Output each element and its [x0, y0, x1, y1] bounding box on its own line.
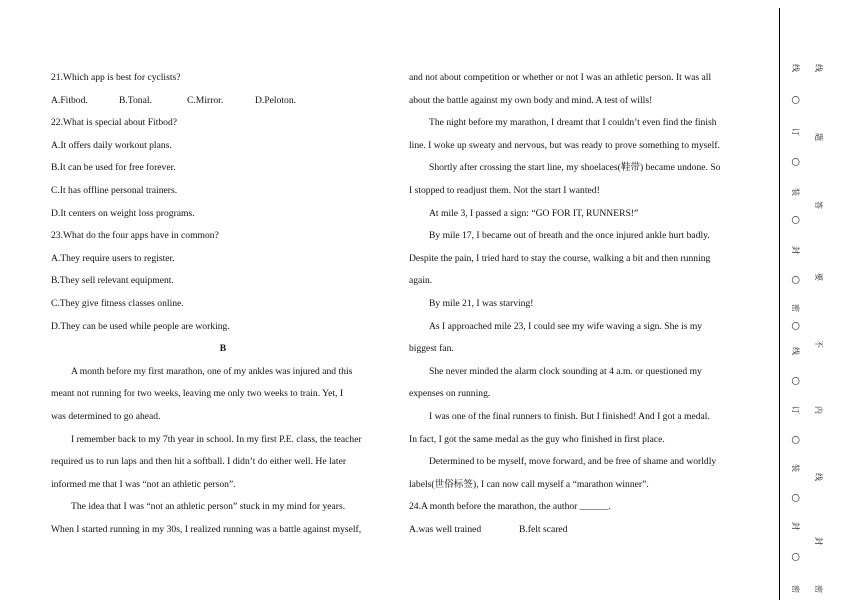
- binding-char: 密: [791, 585, 800, 593]
- binding-char: 答: [814, 201, 823, 209]
- binding-circle-mark: ○: [790, 275, 801, 285]
- passage-line: The idea that I was “not an athletic person” stuck in my mind for years.: [71, 501, 346, 513]
- question-23: 23.What do the four apps have in common?: [51, 230, 219, 242]
- binding-char: 线: [814, 64, 823, 72]
- option-c: C.They give fitness classes online.: [51, 297, 184, 309]
- option-d: D.They can be used while people are working.: [51, 320, 230, 332]
- binding-char: 封: [814, 537, 823, 545]
- passage-line: and not about competition or whether or not I was an athletic person. It was all: [409, 72, 712, 83]
- passage-line: was determined to go ahead.: [51, 410, 161, 422]
- question-24: 24.A month before the marathon, the author ______.: [409, 501, 611, 513]
- binding-circle-mark: ○: [790, 435, 801, 445]
- binding-circle-mark: ○: [790, 321, 801, 331]
- binding-char: 装: [791, 188, 800, 196]
- left-column: [51, 67, 395, 541]
- passage-line: biggest fan.: [409, 343, 454, 355]
- question-24-options: [409, 519, 753, 542]
- binding-char: 密: [791, 304, 800, 312]
- binding-char: 装: [791, 464, 800, 472]
- option-a: A.They require users to register.: [51, 252, 175, 264]
- question-21-options: [51, 90, 395, 113]
- passage-line: I stopped to readjust them. Not the start I wanted!: [409, 184, 600, 196]
- passage-line: A month before my first marathon, one of my ankles was injured and this: [71, 365, 353, 377]
- binding-marks-inner: [808, 0, 828, 608]
- option-d: D.Peloton.: [255, 94, 297, 106]
- passage-line: Shortly after crossing the start line, my shoelaces(鞋带) became undone. So: [429, 162, 721, 174]
- passage-line: line. I woke up sweaty and nervous, but was ready to prove something to myself.: [409, 139, 720, 151]
- binding-char: 密: [814, 585, 823, 593]
- passage-line: I was one of the final runners to finish. But I finished! And I got a medal.: [429, 410, 710, 422]
- passage-line: As I approached mile 23, I could see my wife waving a sign. She is my: [429, 320, 703, 332]
- option-a: A.Fitbod.: [51, 94, 88, 106]
- passage-line: Determined to be myself, move forward, and be free of shame and worldly: [429, 456, 717, 468]
- passage-line: She never minded the alarm clock sounding at 4 a.m. or questioned my: [429, 365, 702, 377]
- binding-char: 题: [814, 133, 823, 141]
- passage-line: The night before my marathon, I dreamt that I couldn’t even find the finish: [429, 117, 717, 129]
- option-b: B.Tonal.: [119, 94, 152, 106]
- passage-line: I remember back to my 7th year in school. In my first P.E. class, the teacher: [71, 433, 362, 445]
- passage-line: expenses on running.: [409, 388, 491, 400]
- binding-circle-mark: ○: [790, 376, 801, 386]
- right-column: [409, 67, 753, 541]
- binding-circle-mark: ○: [790, 552, 801, 562]
- binding-char: 不: [814, 340, 823, 348]
- option-b: B.They sell relevant equipment.: [51, 275, 174, 287]
- binding-line: [779, 8, 780, 600]
- binding-char: 要: [814, 273, 823, 281]
- binding-char: 订: [791, 128, 800, 136]
- option-b: B.It can be used for free forever.: [51, 162, 176, 174]
- passage-line: meant not running for two weeks, leaving me only two weeks to train. Yet, I: [51, 388, 344, 400]
- passage-line: Despite the pain, I tried hard to stay the course, walking a bit and then running: [409, 252, 711, 264]
- binding-circle-mark: ○: [790, 493, 801, 503]
- binding-marks-outer: [785, 0, 805, 608]
- passage-line: informed me that I was “not an athletic person”.: [51, 478, 236, 490]
- passage-line: In fact, I got the same medal as the guy who finished in first place.: [409, 433, 665, 445]
- binding-char: 封: [791, 522, 800, 530]
- passage-line: about the battle against my own body and mind. A test of wills!: [409, 94, 653, 106]
- binding-circle-mark: ○: [790, 215, 801, 225]
- passage-line: When I started running in my 30s, I realized running was a battle against myself,: [51, 523, 362, 535]
- binding-char: 订: [791, 406, 800, 414]
- binding-char: 封: [791, 246, 800, 254]
- option-c: C.Mirror.: [187, 94, 224, 106]
- passage-line: By mile 21, I was starving!: [429, 297, 534, 309]
- binding-circle-mark: ○: [790, 95, 801, 105]
- option-a: A.It offers daily workout plans.: [51, 139, 172, 151]
- binding-char: 内: [814, 406, 823, 414]
- passage-line: By mile 17, I became out of breath and the once injured ankle hurt badly.: [429, 230, 710, 242]
- binding-circle-mark: ○: [790, 157, 801, 167]
- section-heading: B: [219, 343, 227, 355]
- binding-char: 线: [791, 347, 800, 355]
- option-d: D.It centers on weight loss programs.: [51, 207, 195, 219]
- question-21: 21.Which app is best for cyclists?: [51, 72, 181, 83]
- passage-line: labels(世俗标签), I can now call myself a “marathon winner”.: [409, 478, 649, 490]
- binding-char: 线: [791, 64, 800, 72]
- option-a: A.was well trained: [409, 523, 482, 535]
- passage-line: required us to run laps and then hit a softball. I didn’t do either well. He later: [51, 456, 347, 468]
- question-22: 22.What is special about Fitbod?: [51, 117, 178, 129]
- passage-line: again.: [409, 275, 433, 287]
- passage-line: At mile 3, I passed a sign: “GO FOR IT, RUNNERS!”: [429, 207, 639, 219]
- option-c: C.It has offline personal trainers.: [51, 184, 178, 196]
- binding-char: 线: [814, 473, 823, 481]
- option-b: B.felt scared: [519, 523, 568, 535]
